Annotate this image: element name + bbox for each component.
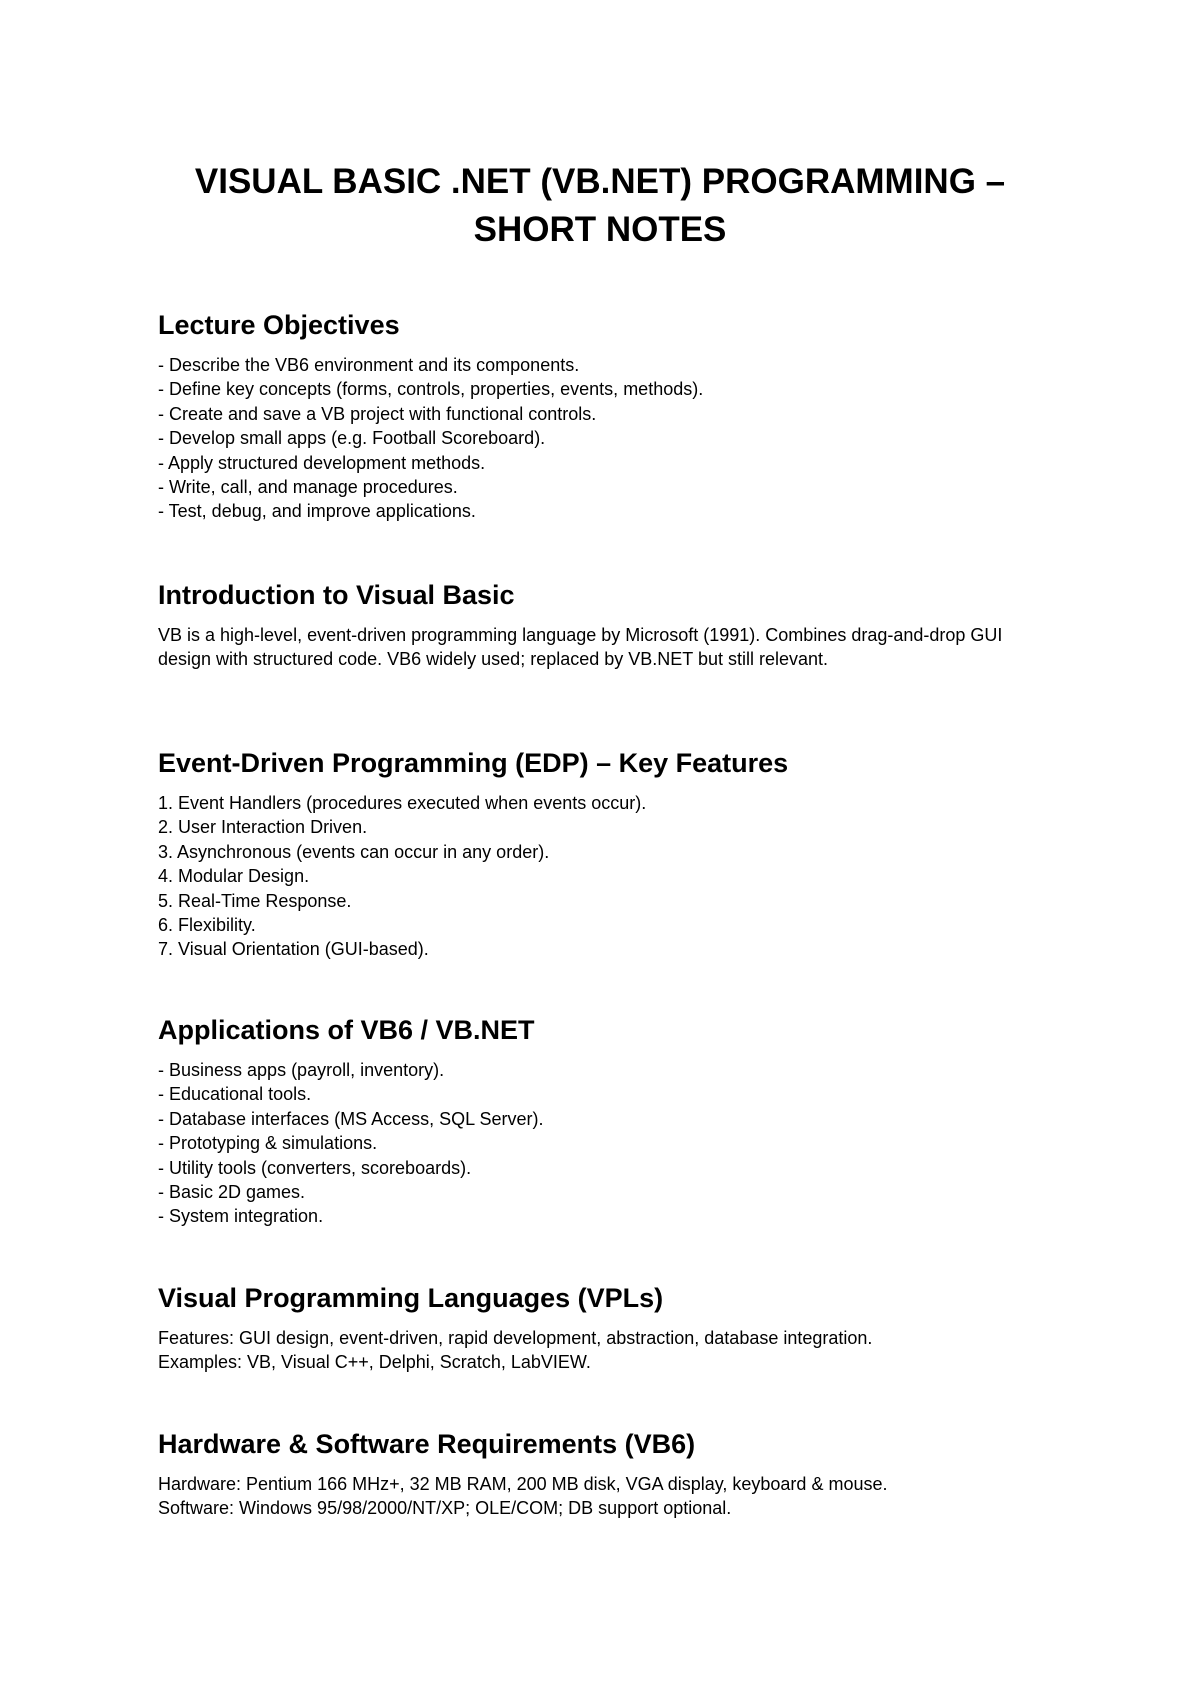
list-item: - Create and save a VB project with functional controls.: [158, 403, 597, 424]
list-item: - Define key concepts (forms, controls, properties, events, methods).: [158, 379, 704, 400]
list-item: - Utility tools (converters, scoreboards).: [158, 1157, 472, 1178]
vpl-lines: [158, 1326, 1058, 1375]
section-heading: Hardware & Software Requirements (VB6): [158, 1429, 696, 1459]
list-item: - Database interfaces (MS Access, SQL Server).: [158, 1108, 544, 1129]
list-item: 4. Modular Design.: [158, 866, 310, 887]
list-item: - Apply structured development methods.: [158, 452, 486, 473]
requirements-lines: [158, 1472, 1058, 1521]
edp-features-list: [158, 791, 1058, 962]
list-item: 1. Event Handlers (procedures executed when events occur).: [158, 793, 647, 813]
section-applications: [158, 1012, 1058, 1229]
section-event-driven-programming: [158, 745, 1058, 962]
hardware-line: Hardware: Pentium 166 MHz+, 32 MB RAM, 200 MB disk, VGA display, keyboard & mouse.: [158, 1474, 888, 1494]
list-item: - Educational tools.: [158, 1084, 312, 1105]
list-item: - Describe the VB6 environment and its components.: [158, 355, 580, 375]
section-lecture-objectives: [158, 307, 1058, 524]
section-heading: Visual Programming Languages (VPLs): [158, 1283, 664, 1313]
vpl-examples-line: Examples: VB, Visual C++, Delphi, Scratch, LabVIEW.: [158, 1352, 591, 1373]
title-line-2: SHORT NOTES: [473, 210, 727, 249]
objectives-list: [158, 353, 1058, 524]
section-requirements: [158, 1426, 1058, 1521]
list-item: - Basic 2D games.: [158, 1182, 306, 1203]
title-line-1: VISUAL BASIC .NET (VB.NET) PROGRAMMING –: [194, 162, 1006, 201]
list-item: 2. User Interaction Driven.: [158, 817, 368, 838]
list-item: 7. Visual Orientation (GUI-based).: [158, 939, 429, 960]
list-item: 5. Real-Time Response.: [158, 890, 352, 911]
section-heading: Event-Driven Programming (EDP) – Key Features: [158, 748, 789, 778]
list-item: - System integration.: [158, 1206, 324, 1227]
list-item: 3. Asynchronous (events can occur in any order).: [158, 841, 550, 862]
list-item: - Develop small apps (e.g. Football Scoreboard).: [158, 428, 546, 449]
section-introduction: [158, 577, 1058, 672]
applications-list: [158, 1058, 1058, 1229]
section-heading: Lecture Objectives: [158, 310, 400, 340]
section-heading: Applications of VB6 / VB.NET: [158, 1015, 535, 1045]
section-heading: Introduction to Visual Basic: [158, 580, 515, 610]
document-title: [100, 158, 1100, 254]
list-item: - Write, call, and manage procedures.: [158, 477, 458, 498]
list-item: - Test, debug, and improve applications.: [158, 501, 476, 522]
vpl-features-line: Features: GUI design, event-driven, rapid development, abstraction, database integration.: [158, 1328, 873, 1348]
intro-paragraph: VB is a high-level, event-driven programming language by Microsoft (1991). Combines drag-and-drop GUI design with structured code. VB6 widely used; replaced by VB.NET but still relevant.: [158, 625, 1003, 670]
list-item: 6. Flexibility.: [158, 915, 256, 936]
section-visual-programming-languages: [158, 1280, 1058, 1375]
software-line: Software: Windows 95/98/2000/NT/XP; OLE/COM; DB support optional.: [158, 1498, 732, 1519]
list-item: - Business apps (payroll, inventory).: [158, 1060, 445, 1080]
list-item: - Prototyping & simulations.: [158, 1133, 378, 1154]
